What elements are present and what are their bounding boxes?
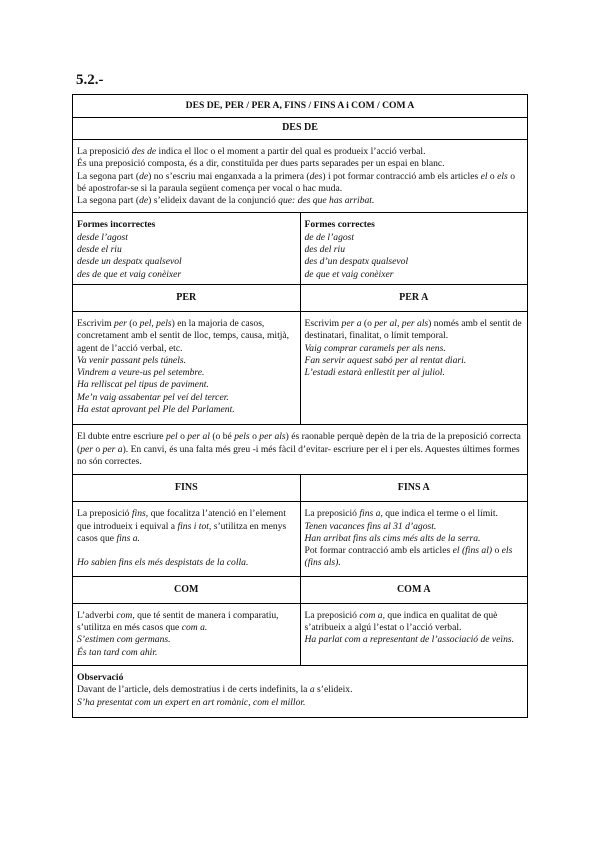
list-item: desde un despatx qualsevol (77, 256, 182, 268)
list-item: de que et vaig conèixer (304, 268, 394, 280)
list-item: de de l’agost (304, 231, 355, 243)
list-item: desde el riu (77, 244, 122, 256)
correct-forms: Formes correctes de de l’agost des del riu des d’un despatx qualsevol de que et vaig conèixer (300, 213, 528, 284)
desde-header: DES DE (73, 118, 528, 140)
com-a-header: COM A (300, 576, 528, 603)
per-note: El dubte entre escriure pel o per al (o bé pels o per als) és raonable perquè depèn de la tria de la preposició correcta (per o per a). En canvi, és una falta més greu -i més fàcil d’evitar- escriure per el i per els. Aquestes últimes formes no són correctes. (73, 425, 528, 475)
incorrect-forms: Formes incorrectes desde l’agost desde el riu desde un despatx qualsevol des de que et vaig conèixer (73, 213, 301, 284)
example: S’ha presentat com un expert en art romànic, com el millor. (77, 696, 306, 708)
per-a-cell: Escrivim per a (o per al, per als) només amb el sentit de destinatari, finalitat, o límit temporal. Vaig comprar caramels per als nens. Fan servir aquest sabó per al rentat diari. L’estadi estarà enllestit per al juliol. (300, 311, 528, 424)
desde-explanation: La preposició des de indica el lloc o el moment a partir del qual es produeix l’acció verbal. És una preposició composta, és a dir, constituïda per dues parts separades per un espai en blanc. La segona part (de) no s’escriu mai enganxada a la primera (des) i pot formar contracció amb els articles el o els o bé apostrofar-se si la paraula següent comença per vocal o hac muda. La segona part (de) s’elideix davant de la conjunció que: des que has arribat. (73, 140, 528, 213)
example: S’estimen com germans. (77, 634, 171, 646)
example: Ha relliscat pel tipus de paviment. (77, 379, 209, 391)
com-header: COM (73, 576, 301, 603)
example: Va venir passant pels túnels. (77, 354, 186, 366)
example: És tan tard com ahir. (77, 646, 158, 658)
example: Vindrem a veure-us pel setembre. (77, 367, 205, 379)
example: Han arribat fins als cims més alts de la serra. (304, 532, 481, 544)
example: L’estadi estarà enllestit per al juliol. (304, 367, 445, 379)
fins-a-header: FINS A (300, 475, 528, 502)
com-a-cell: La preposició com a, que indica en qualitat de què s’atribueix a algú l’estat o l’acció verbal. Ha parlat com a representant de l’associació de veïns. (300, 603, 528, 665)
list-item: desde l’agost (77, 231, 128, 243)
fins-a-cell: La preposició fins a, que indica el terme o el límit. Tenen vacances fins al 31 d’agost. Han arribat fins als cims més alts de la serra. Pot formar contracció amb els articles el (fins al) o els (fins als). (300, 502, 528, 576)
example: Tenen vacances fins al 31 d’agost. (304, 520, 437, 532)
example: Me’n vaig assabentar pel veí del tercer. (77, 391, 229, 403)
per-header: PER (73, 284, 301, 311)
example: Ha parlat com a representant de l’associació de veïns. (304, 634, 515, 646)
observation: Observació Davant de l’article, dels demostratius i de certs indefinits, la a s’elideix. S’ha presentat com un expert en art romànic, com el millor. (73, 665, 528, 717)
example: Fan servir aquest sabó per al rentat diari. (304, 354, 467, 366)
example: Ho sabien fins els més despistats de la colla. (77, 557, 249, 569)
example: Ha estat aprovant pel Ple del Parlament. (77, 404, 235, 416)
example: Vaig comprar caramels per als nens. (304, 342, 446, 354)
list-item: des d’un despatx qualsevol (304, 256, 409, 268)
fins-cell: La preposició fins, que focalitza l’atenció en l’element que introdueix i equival a fins i tot, s’utilitza en menys casos que fins a. Ho sabien fins els més despistats de la colla. (73, 502, 301, 576)
com-cell: L’adverbi com, que té sentit de manera i comparatiu, s’utilitza en més casos que com a. S’estimen com germans. És tan tard com ahir. (73, 603, 301, 665)
fins-header: FINS (73, 475, 301, 502)
list-item: des de que et vaig conèixer (77, 268, 182, 280)
per-a-header: PER A (300, 284, 528, 311)
list-item: des del riu (304, 244, 346, 256)
table-title: DES DE, PER / PER A, FINS / FINS A i COM / COM A (73, 95, 528, 118)
preposition-table (72, 94, 528, 718)
per-cell: Escrivim per (o pel, pels) en la majoria de casos, concretament amb el sentit de lloc, temps, causa, mitjà, agent de l’acció verbal, etc. Va venir passant pels túnels. Vindrem a veure-us pel setembre. Ha relliscat pel tipus de paviment. Me’n vaig assabentar pel veí del tercer. Ha estat aprovant pel Ple del Parlament. (73, 311, 301, 424)
section-number: 5.2.- (76, 72, 104, 88)
